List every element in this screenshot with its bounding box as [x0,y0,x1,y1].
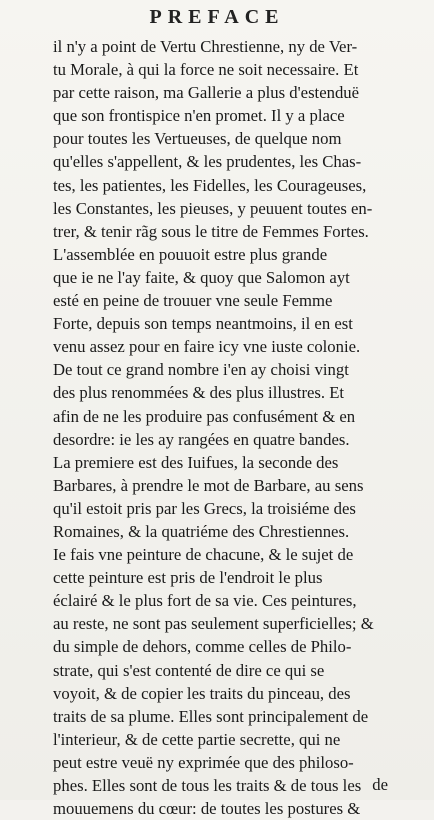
text-line: venu assez pour en faire icy vne iuste colonie. [53,337,361,357]
text-line: voyoit, & de copier les traits du pinceau, des [53,683,351,703]
text-line: trer, & tenir rãg sous le titre de Femmes Fortes. [53,221,369,241]
text-line: desordre: ie les ay rangées en quatre bandes. [53,429,350,449]
text-line: qu'il estoit pris par les Grecs, la troisiéme des [53,498,356,518]
text-line: esté en peine de trouuer vne seule Femme [53,291,333,311]
text-line: au reste, ne sont pas seulement superficielles; & [53,614,374,634]
text-line: des plus renommées & des plus illustres. Et [53,383,345,403]
text-line: qu'elles s'appellent, & les prudentes, les Chas- [53,152,362,172]
text-line: éclairé & le plus fort de sa vie. Ces peintures, [53,591,357,611]
text-line: phes. Elles sont de tous les traits & de tous les [53,776,362,795]
text-line: pour toutes les Vertueuses, de quelque nom [53,129,342,149]
text-line: peut estre veuë ny exprimée que des philoso- [53,752,354,772]
text-line: Ie fais vne peinture de chacune, & le sujet de [53,545,354,565]
text-line: traits de sa plume. Elles sont principalement de [53,706,369,726]
catchword: de [372,775,388,794]
text-line: l'interieur, & de cette partie secrette, qui ne [53,729,341,749]
text-line: tu Morale, à qui la force ne soit necessaire. Et [53,60,359,80]
text-line: tes, les patientes, les Fidelles, les Courageuses, [53,175,367,195]
text-line: La premiere est des Iuifues, la seconde des [53,452,339,472]
text-line: strate, qui s'est contenté de dire ce qui se [53,660,325,680]
text-line: Forte, depuis son temps neantmoins, il en est [53,314,353,334]
text-line: du simple de dehors, comme celles de Philo- [53,637,352,657]
text-line: Barbares, à prendre le mot de Barbare, au sens [53,475,364,495]
text-line: mouuemens du cœur: de toutes les postures & [53,799,361,819]
text-line: cette peinture est pris de l'endroit le plus [53,568,323,588]
text-line: il n'y a point de Vertu Chrestienne, ny de Ver- [53,37,358,56]
text-line: afin de ne les produire pas confusément & en [53,406,356,426]
running-head: PREFACE [149,6,285,28]
text-line: De tout ce grand nombre i'en ay choisi vingt [53,360,349,380]
text-line: Romaines, & la quatriéme des Chrestiennes. [53,521,350,541]
text-line: que ie ne l'ay faite, & quoy que Salomon ayt [53,267,350,287]
text-line: par cette raison, ma Gallerie a plus d'estenduë [53,83,360,103]
text-line: les Constantes, les pieuses, y peuuent toutes en- [53,198,373,218]
text-line: que son frontispice n'en promet. Il y a place [53,106,345,126]
text-line: L'assemblée en pouuoit estre plus grande [53,244,328,264]
body-text [53,35,387,820]
